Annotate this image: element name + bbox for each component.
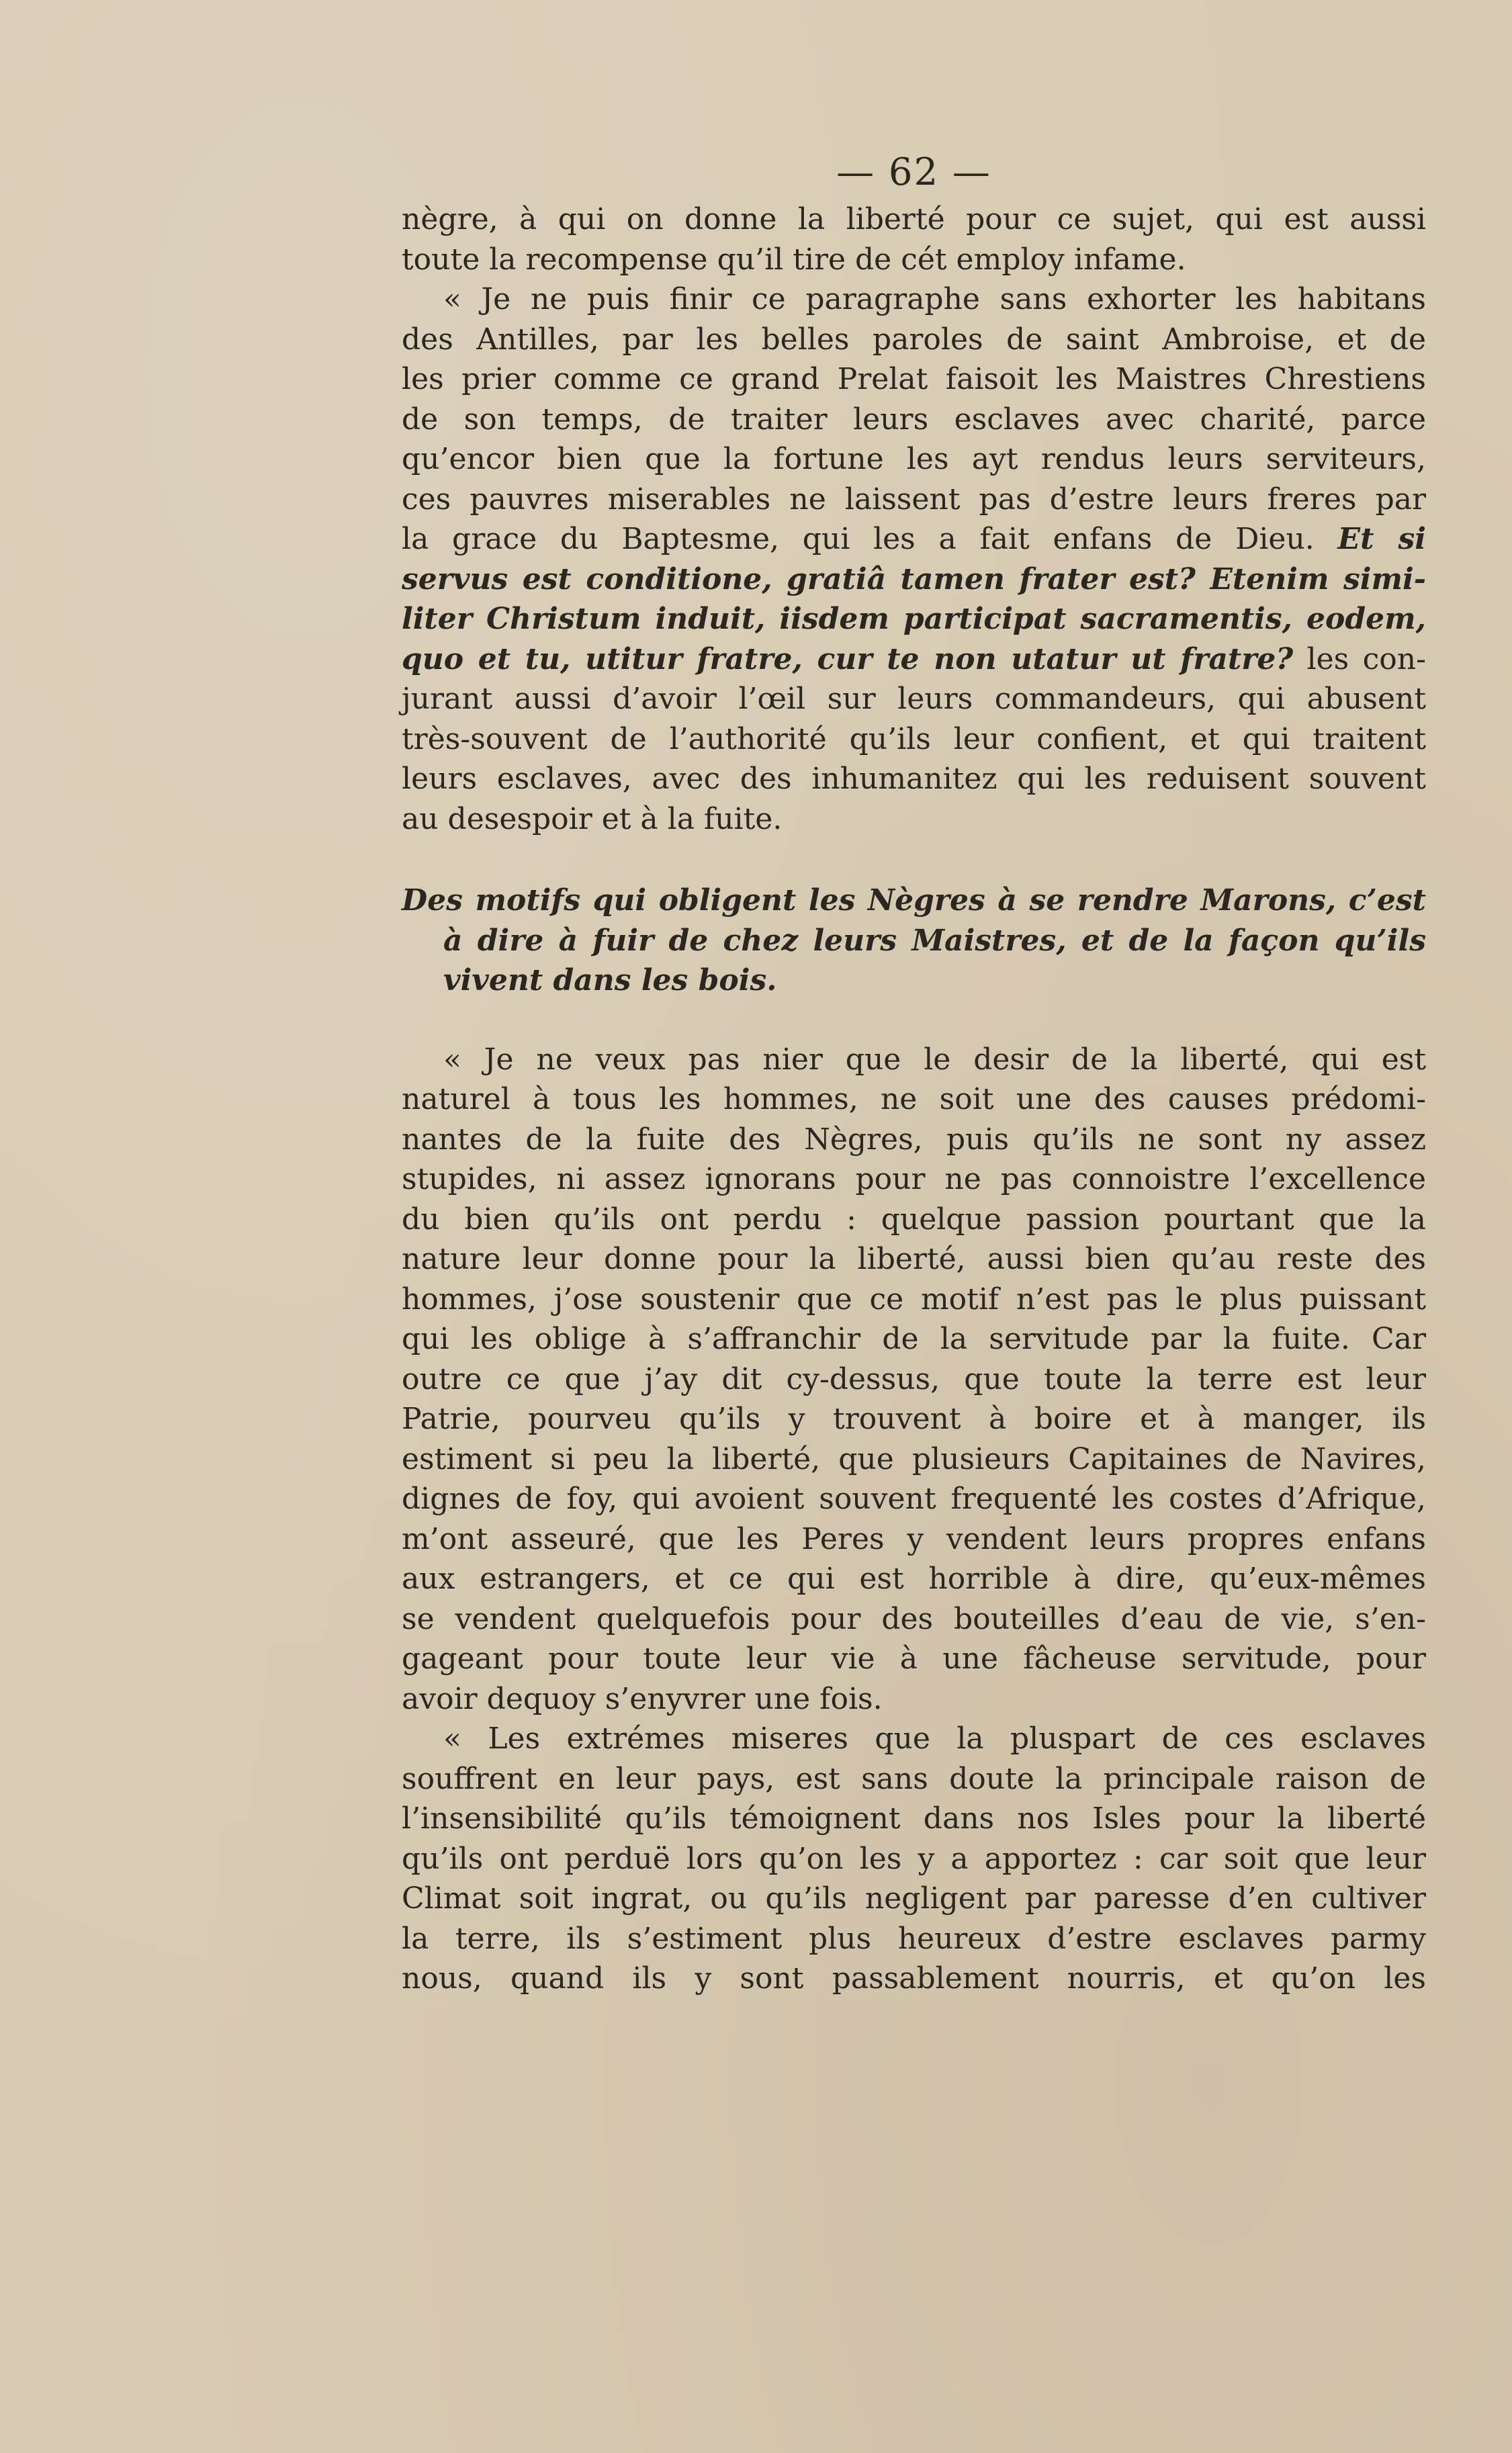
text-line: gageant pour toute leur vie à une fâcheuse servitude, pour: [402, 1642, 1426, 1676]
latin-quote-segment: quo et tu, utitur fratre, cur te non utatur ut fratre?: [402, 641, 1294, 676]
text-line-mixed: [402, 639, 1426, 680]
text-line: les prier comme ce grand Prelat faisoit les Maistres Chrestiens: [402, 362, 1426, 396]
text-line: nantes de la fuite des Nègres, puis qu’ils ne sont ny assez: [402, 1122, 1426, 1157]
text-segment: la grace du Baptesme, qui les a fait enfans de Dieu.: [402, 522, 1315, 556]
text-line: souffrent en leur pays, est sans doute la principale raison de: [402, 1761, 1426, 1796]
text-line: Climat soit ingrat, ou qu’ils negligent par paresse d’en cultiver: [402, 1881, 1426, 1916]
text-line: m’ont asseuré, que les Peres y vendent leurs propres enfans: [402, 1521, 1426, 1556]
text-line: hommes, j’ose soustenir que ce motif n’est pas le plus puissant: [402, 1282, 1426, 1317]
latin-quote-line: liter Christum induit, iisdem participat sacramentis, eodem,: [402, 602, 1426, 636]
text-line: aux estrangers, et ce qui est horrible à dire, qu’eux-mêmes: [402, 1562, 1426, 1596]
heading-line: Des motifs qui obligent les Nègres à se rendre Marons, c’est: [402, 883, 1426, 918]
text-line: Patrie, pourveu qu’ils y trouvent à boire et à manger, ils: [402, 1402, 1426, 1436]
text-line: jurant aussi d’avoir l’œil sur leurs commandeurs, qui abusent: [402, 682, 1426, 716]
text-line: qu’encor bien que la fortune les ayt rendus leurs serviteurs,: [402, 442, 1426, 476]
text-line: des Antilles, par les belles paroles de saint Ambroise, et de: [402, 322, 1426, 357]
text-line: du bien qu’ils ont perdu : quelque passion pourtant que la: [402, 1202, 1426, 1237]
text-line: toute la recompense qu’il tire de cét employ infame.: [402, 242, 1186, 277]
heading-line: à dire à fuir de chez leurs Maistres, et de la façon qu’ils: [443, 923, 1426, 958]
text-line: estiment si peu la liberté, que plusieurs Capitaines de Navires,: [402, 1441, 1426, 1476]
text-line: qu’ils ont perduë lors qu’on les y a apportez : car soit que leur: [402, 1841, 1426, 1876]
heading-line: vivent dans les bois.: [443, 963, 777, 997]
text-line: l’insensibilité qu’ils témoignent dans nos Isles pour la liberté: [402, 1801, 1426, 1836]
page-number: — 62 —: [836, 150, 991, 194]
text-line: de son temps, de traiter leurs esclaves avec charité, parce: [402, 402, 1426, 437]
text-line: ces pauvres miserables ne laissent pas d’estre leurs freres par: [402, 482, 1426, 517]
text-line: avoir dequoy s’enyvrer une fois.: [402, 1681, 883, 1716]
paragraph-1: [402, 199, 1426, 279]
text-line: « Les extrémes miseres que la pluspart de ces esclaves: [443, 1722, 1426, 1756]
book-page: [402, 151, 1426, 1999]
text-line-mixed: [402, 519, 1426, 560]
text-line: se vendent quelquefois pour des bouteilles d’eau de vie, s’en-: [402, 1601, 1426, 1636]
text-line: naturel à tous les hommes, ne soit une des causes prédomi-: [402, 1082, 1426, 1116]
text-line: la terre, ils s’estiment plus heureux d’estre esclaves parmy: [402, 1921, 1426, 1956]
text-line: très-souvent de l’authorité qu’ils leur confient, et qui traitent: [402, 721, 1426, 756]
text-line: nègre, à qui on donne la liberté pour ce sujet, qui est aussi: [402, 202, 1426, 236]
paragraph-4: [402, 1719, 1426, 1999]
text-line: « Je ne puis finir ce paragraphe sans exhorter les habitans: [443, 282, 1426, 316]
text-line: au desespoir et à la fuite.: [402, 801, 783, 836]
text-line: « Je ne veux pas nier que le desir de la liberté, qui est: [443, 1042, 1426, 1077]
section-heading: [402, 881, 1426, 1001]
latin-quote-segment: Et si: [1337, 522, 1426, 556]
text-line: outre ce que j’ay dit cy-dessus, que toute la terre est leur: [402, 1362, 1426, 1396]
latin-quote-line: servus est conditione, gratiâ tamen frater est? Etenim simi-: [402, 562, 1426, 596]
paragraph-3: [402, 1040, 1426, 1720]
text-line: nous, quand ils y sont passablement nourris, et qu’on les: [402, 1961, 1426, 1996]
text-line: qui les oblige à s’affranchir de la servitude par la fuite. Car: [402, 1322, 1426, 1356]
text-line: leurs esclaves, avec des inhumanitez qui les reduisent souvent: [402, 762, 1426, 796]
text-line: nature leur donne pour la liberté, aussi bien qu’au reste des: [402, 1242, 1426, 1276]
text-line: dignes de foy, qui avoient souvent frequenté les costes d’Afrique,: [402, 1482, 1426, 1516]
text-segment: les con-: [1293, 641, 1426, 676]
paragraph-2: [402, 279, 1426, 839]
text-line: stupides, ni assez ignorans pour ne pas connoistre l’excellence: [402, 1162, 1426, 1196]
